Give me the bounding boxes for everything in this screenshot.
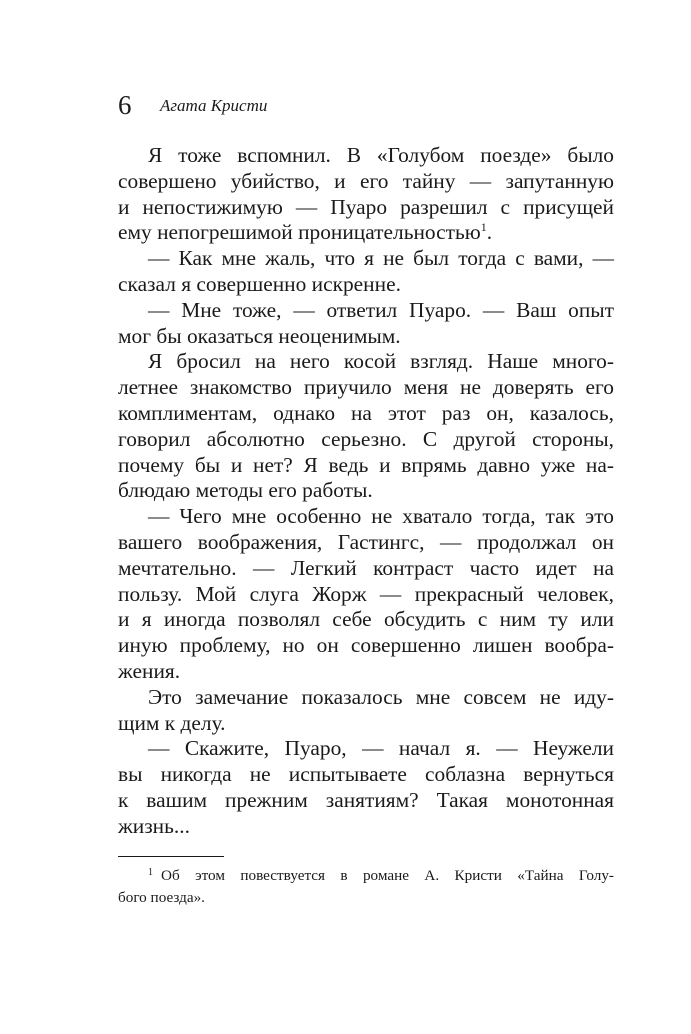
text-line: комплиментам, однако на этот раз он, казалось, (118, 400, 614, 425)
footnote-line: бого поезда». (118, 889, 205, 906)
text-line: совершено убийство, и его тайну — запутанную (118, 168, 614, 193)
footnote-mark: 1 (148, 867, 153, 878)
text-line: Я бросил на него косой взгляд. Наше много- (148, 349, 614, 374)
paragraph (118, 143, 614, 246)
footnote-line (118, 865, 614, 887)
text-line: летнее знакомство приучило меня не доверять его (118, 375, 614, 400)
paragraph (118, 349, 614, 504)
text-line: мог бы оказаться неоценимым. (118, 323, 401, 348)
text-line: пользу. Мой слуга Жорж — прекрасный человек, (118, 581, 614, 606)
footnote-text: Об этом повествуется в романе А. Кристи «Тайна Голу- (161, 867, 614, 884)
page-number: 6 (118, 90, 132, 120)
text-line: вы никогда не испытываете соблазна вернуться (118, 762, 614, 787)
text-line: — Мне тоже, — ответил Пуаро. — Ваш опыт (148, 297, 614, 322)
text-line: Это замечание показалось мне совсем не иду- (148, 684, 614, 709)
text-line: и непостижимую — Пуаро разрешил с присущей (118, 194, 614, 219)
paragraph (118, 504, 614, 685)
text-line: Я тоже вспомнил. В «Голубом поезде» было (148, 143, 614, 167)
text-line: жизнь... (118, 813, 190, 838)
text-line: — Скажите, Пуаро, — начал я. — Неужели (148, 736, 614, 761)
running-head: Агата Кристи (160, 96, 268, 115)
paragraph (118, 246, 614, 298)
text-line: жения. (118, 658, 181, 683)
text-line: к вашим прежним занятиям? Такая монотонная (118, 787, 614, 812)
paragraph (118, 298, 614, 350)
text-line: и я иногда позволял себе обсудить с ним ту или (118, 607, 614, 632)
paragraph (118, 685, 614, 737)
text-line: — Чего мне особенно не хватало тогда, так это (148, 504, 614, 529)
footnote-separator (118, 856, 224, 857)
text-line: иную проблему, но он совершенно лишен вообра- (118, 633, 614, 658)
text-line: блюдаю методы его работы. (118, 478, 373, 503)
text-line: почему бы и нет? Я ведь и впрямь давно уже на- (118, 452, 614, 477)
text-line: — Как мне жаль, что я не был тогда с вами, — (148, 246, 614, 271)
text-line: сказал я совершенно искренне. (118, 271, 401, 296)
footnote (118, 865, 614, 909)
text-line: вашего воображения, Гастингс, — продолжал он (118, 529, 614, 554)
footnote-reference: 1 (480, 220, 487, 235)
body-text (118, 143, 614, 840)
text-segment: . (486, 220, 493, 245)
text-line: щим к делу. (118, 710, 226, 735)
text-line: мечтательно. — Легкий контраст часто идет на (118, 555, 614, 580)
paragraph (118, 736, 614, 839)
text-line (118, 220, 614, 246)
text-segment: ему непогрешимой проницательностью (118, 220, 481, 245)
text-line: говорил абсолютно серьезно. С другой стороны, (118, 426, 614, 451)
